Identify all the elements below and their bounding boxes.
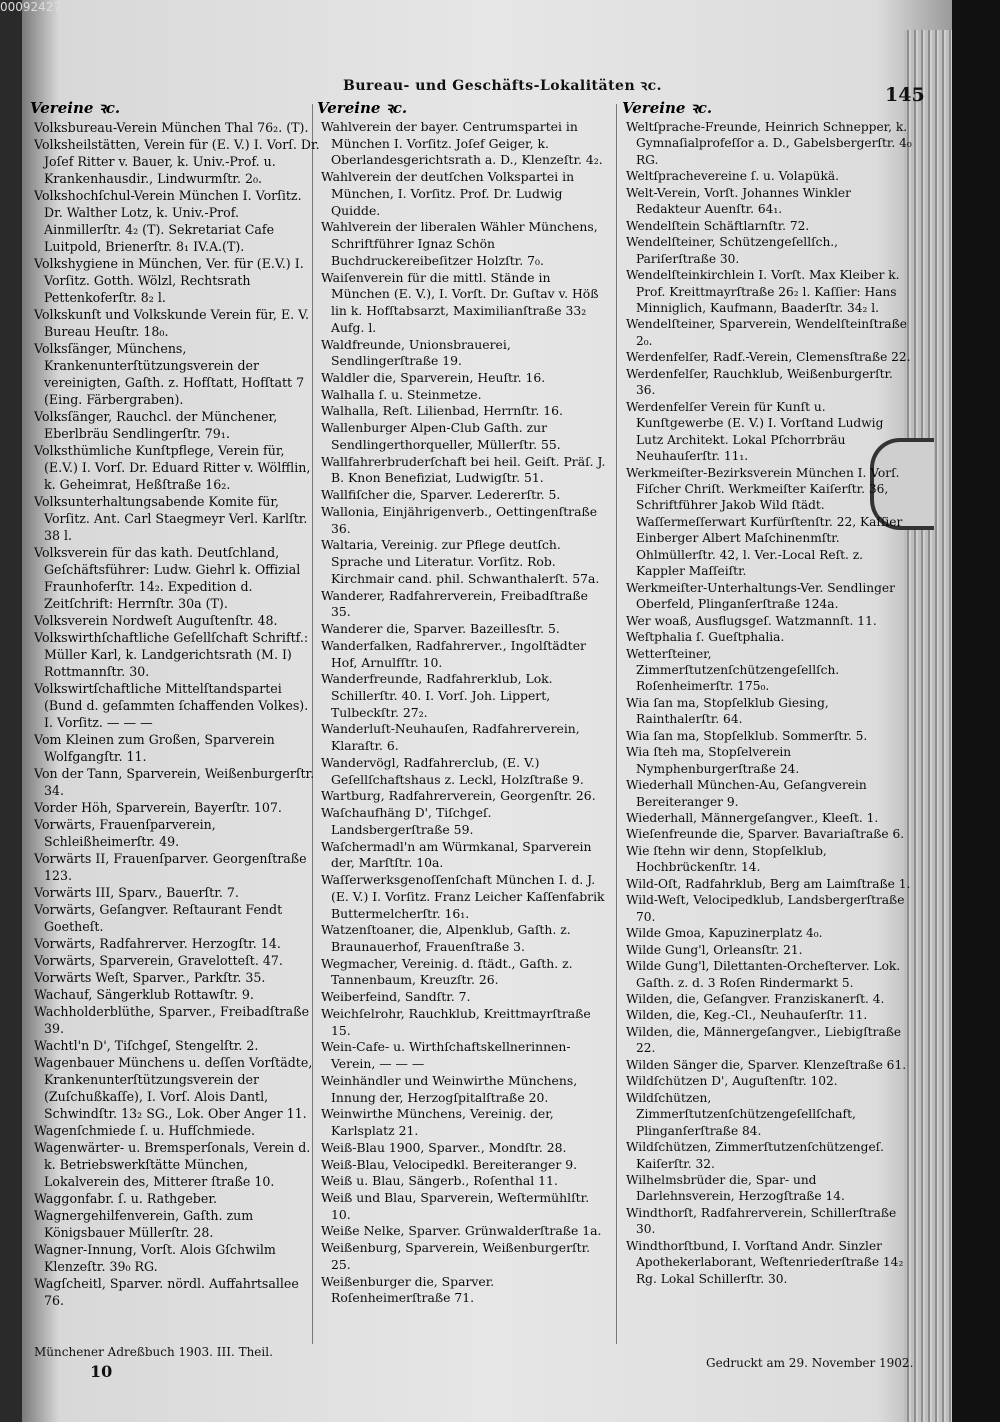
- directory-entry: Volksſänger, Münchens, Krankenunterſtützungsverein der vereinigten, Gaſth. z. Hofſtatt, Hofſtatt 7 (Eing. Färbergraben).: [34, 341, 305, 407]
- directory-entry: Wallonia, Einjährigenverb., Oettingenſtraße 36.: [321, 503, 598, 536]
- directory-entry: Welt-Verein, Vorſt. Johannes Winkler Redakteur Auenſtr. 64₁.: [626, 185, 851, 217]
- directory-entry: Wahlverein der liberalen Wähler Münchens, Schriftführer Ignaz Schön Buchdruckereibeſitzer Holzſtr. 7₀.: [321, 219, 598, 268]
- directory-entry: Waldfreunde, Unionsbrauerei, Sendlingerſtraße 19.: [321, 336, 511, 369]
- footer-publication: Münchener Adreßbuch 1903. III. Theil.: [34, 1345, 273, 1359]
- directory-entry: Wein-Cafe- u. Wirthſchaftskellnerinnen-Verein, — — —: [321, 1039, 571, 1072]
- directory-entry: Weltſprache-Freunde, Heinrich Schnepper, k. Gymnaſialprofeſſor a. D., Gabelsbergerſtr. 4₀ RG.: [626, 120, 912, 167]
- directory-entry: Wildſchützen D', Auguſtenſtr. 102.: [626, 1074, 838, 1089]
- directory-entry: Werkmeiſter-Unterhaltungs-Ver. Sendlinger Oberfeld, Plinganſerſtraße 124a.: [626, 580, 895, 612]
- page-number: 145: [885, 84, 925, 106]
- directory-entry: Weiß-Blau, Velocipedkl. Bereiteranger 9.: [321, 1156, 578, 1172]
- directory-entry: Wiederhall München-Au, Geſangverein Bereiteranger 9.: [626, 778, 867, 809]
- directory-entry: Wilden, die, Geſangver. Franziskanerſt. 4.: [626, 992, 885, 1007]
- directory-entry: Wachholderblüthe, Sparver., Freibadſtraße 39.: [34, 1004, 310, 1036]
- directory-entry: Volksſänger, Rauchcl. der Münchener, Eberlbräu Sendlingerſtr. 79₁.: [34, 409, 278, 441]
- left-binding-strip: [0, 0, 24, 1422]
- running-header: Bureau- und Geschäfts-Lokalitäten ꝛc.: [343, 78, 663, 94]
- directory-entry: Wachtl'n D', Tiſchgeſ, Stengelſtr. 2.: [34, 1038, 259, 1053]
- directory-entry: Volksverein für das kath. Deutſchland, Geſchäftsführer: Ludw. Giehrl k. Offizial Fraunhoferſtr. 14₂. Expedition d. Zeitſchrift: Herrnſtr. 30a (T).: [34, 545, 301, 611]
- directory-entry: Weiberfeind, Sandſtr. 7.: [321, 989, 471, 1005]
- directory-entry: Wendelſteiner, Schützengeſellſch., Pariſerſtraße 30.: [626, 235, 839, 266]
- directory-entry: Wegmacher, Vereinig. d. ſtädt., Gaſth. z. Tannenbaum, Kreuzſtr. 26.: [321, 955, 573, 988]
- directory-entry: Weiß u. Blau, Sängerb., Roſenthal 11.: [321, 1173, 558, 1189]
- column-2: [317, 98, 607, 1307]
- directory-entry: Wanderer die, Sparver. Bazeillesſtr. 5.: [321, 621, 560, 637]
- directory-entry: Waggonfabr. ſ. u. Rathgeber.: [34, 1191, 217, 1206]
- directory-entry: Wachauf, Sängerklub Rottawſtr. 9.: [34, 987, 254, 1002]
- directory-entry: Wilhelmsbrüder die, Spar- und Darlehnsverein, Herzogſtraße 14.: [626, 1173, 845, 1204]
- directory-entry: Waldler die, Sparverein, Heuſtr. 16.: [321, 370, 546, 386]
- directory-entry: Wilden, die, Männergeſangver., Liebigſtraße 22.: [626, 1024, 902, 1056]
- directory-entry: Wanderfalken, Radfahrerver., Ingolſtädter Hof, Arnulfſtr. 10.: [321, 637, 586, 670]
- directory-entry: Waſchaufhäng D', Tiſchgeſ. Landsbergerſtraße 59.: [321, 805, 492, 837]
- directory-entry: Wendelſtein Schäftlarnſtr. 72.: [626, 218, 810, 233]
- directory-entry: Waſchermadl'n am Würmkanal, Sparverein der, Marſtſtr. 10a.: [321, 838, 592, 871]
- directory-entry: Wagenſchmiede ſ. u. Hufſchmiede.: [34, 1123, 256, 1138]
- column-1: [30, 98, 320, 1309]
- directory-entry: Watzenſtoaner, die, Alpenklub, Gaſth. z. Braunauerhof, Frauenſtraße 3.: [321, 922, 571, 954]
- directory-entry: Wagenwärter- u. Bremsperſonals, Verein d. k. Betriebswerkſtätte München, Lokalverein des, Mitterer ſtraße 10.: [34, 1140, 311, 1189]
- entry-list: [622, 119, 912, 1287]
- directory-entry: Wendelſteiner, Sparverein, Wendelſteinſtraße 2₀.: [626, 317, 907, 348]
- directory-entry: Wagenbauer Münchens u. deſſen Vorſtädte, Krankenunterſtützungsverein der (Zuſchußkaſſe), I. Vorſ. Alois Dantl, Schwindſtr. 13₂ SG., Lok. Ober Anger 11.: [34, 1055, 313, 1121]
- directory-entry: Wilde Gmoa, Kapuzinerplatz 4₀.: [626, 926, 823, 941]
- directory-entry: Weltſprachevereine ſ. u. Volapükä.: [626, 169, 840, 184]
- directory-entry: Vorwärts Weſt, Sparver., Parkſtr. 35.: [34, 970, 266, 985]
- directory-entry: Wild-Weſt, Velocipedklub, Landsbergerſtraße 70.: [626, 893, 905, 924]
- directory-entry: Volkshygiene in München, Ver. für (E.V.) I. Vorſitz. Gotth. Wölzl, Rechtsrath Pettenkoferſtr. 8₂ l.: [34, 256, 304, 305]
- directory-entry: Wilden Sänger die, Sparver. Klenzeſtraße 61.: [626, 1057, 907, 1072]
- directory-entry: Vorwärts, Radfahrerver. Herzogſtr. 14.: [34, 936, 281, 951]
- column-title: Vereine ꝛc.: [317, 99, 408, 117]
- directory-entry: Weißenburg, Sparverein, Weißenburgerſtr. 25.: [321, 1240, 591, 1272]
- footer-print-date: Gedruckt am 29. November 1902.: [706, 1356, 914, 1370]
- directory-entry: Wia ſteh ma, Stopſelverein Nymphenburgerſtraße 24.: [626, 745, 800, 776]
- directory-entry: Volksthümliche Kunſtpflege, Verein für, (E.V.) I. Vorſ. Dr. Eduard Ritter v. Wölfflin, k. Geheimrat, Heßſtraße 16₂.: [34, 443, 311, 492]
- directory-entry: Werkmeiſter-Bezirksverein München I. Vorſ. Fiſcher Chriſt. Werkmeiſter Kaiſerſtr. 36, Schriftführer Jakob Wild ſtädt. Waſſermeſſerwart Kurfürſtenſtr. 22, Kaſſier Einberger Albert Maſchinenmſtr. Ohlmüllerſtr. 42, l. Ver.-Local Reſt. z. Kappler Maſſeiſtr.: [626, 465, 903, 579]
- directory-entry: Wandervögl, Radfahrerclub, (E. V.) Geſellſchaftshaus z. Leckl, Holzſtraße 9.: [321, 754, 584, 787]
- directory-entry: Wahlverein der bayer. Centrumspartei in München I. Vorſitz. Joſef Geiger, k. Oberlandesgerichtsrath a. D., Klenzeſtr. 4₂.: [321, 119, 603, 168]
- column-title: Vereine ꝛc.: [622, 99, 713, 117]
- directory-entry: Wanderluſt-Neuhauſen, Radfahrerverein, Klaraſtr. 6.: [321, 721, 580, 754]
- directory-entry: Wilden, die, Keg.-Cl., Neuhauſerſtr. 11.: [626, 1008, 868, 1023]
- directory-entry: Wagſcheitl, Sparver. nördl. Auffahrtsallee 76.: [34, 1276, 299, 1308]
- directory-entry: Wagner-Innung, Vorſt. Alois Gſchwilm Klenzeſtr. 39₀ RG.: [34, 1242, 276, 1274]
- directory-entry: Wieſenfreunde die, Sparver. Bavariaſtraße 6.: [626, 827, 905, 842]
- directory-entry: Werdenfelſer, Rauchklub, Weißenburgerſtr. 36.: [626, 366, 893, 398]
- directory-entry: Wia ſan ma, Stopſelklub. Sommerſtr. 5.: [626, 728, 868, 743]
- directory-entry: Weißenburger die, Sparver. Roſenheimerſtraße 71.: [321, 1273, 495, 1306]
- directory-entry: Wahlverein der deutſchen Volkspartei in München, I. Vorſitz. Prof. Dr. Ludwig Quidde.: [321, 169, 575, 218]
- directory-entry: Weinhändler und Weinwirthe Münchens, Innung der, Herzogſpitalſtraße 20.: [321, 1072, 578, 1105]
- directory-entry: Wildſchützen, Zimmerſtutzenſchützengeſ. Kaiſerſtr. 32.: [626, 1140, 885, 1171]
- directory-entry: Volksheilstätten, Verein für (E. V.) I. Vorſ. Dr. Joſef Ritter v. Bauer, k. Univ.-Prof. u. Krankenhausdir., Lindwurmſtr. 2₀.: [34, 137, 320, 186]
- footer-signature-number: 10: [90, 1362, 113, 1381]
- directory-entry: Wildſchützen, Zimmerſtutzenſchützengeſellſchaft, Plinganſerſtraße 84.: [626, 1090, 856, 1138]
- directory-entry: Wilde Gung'l, Orleansſtr. 21.: [626, 942, 803, 957]
- directory-entry: Vorwärts III, Sparv., Bauerſtr. 7.: [34, 885, 239, 900]
- directory-entry: Weinwirthe Münchens, Vereinig. der, Karlsplatz 21.: [321, 1106, 554, 1139]
- directory-entry: Vorwärts, Frauenſparverein, Schleißheimerſtr. 49.: [34, 817, 216, 849]
- column-3: [622, 98, 912, 1287]
- directory-entry: Wiederhall, Männergeſangver., Kleeſt. 1.: [626, 811, 879, 826]
- directory-entry: Werdenfelſer Verein für Kunſt u. Kunſtgewerbe (E. V.) I. Vorſtand Ludwig Lutz Architekt. Lokal Pſchorrbräu Neuhauſerſtr. 11₁.: [626, 399, 884, 464]
- directory-entry: Wendelſteinkirchlein I. Vorſt. Max Kleiber k. Prof. Kreittmayrſtraße 26₂ l. Kaſſier: Hans Minniglich, Kaufmann, Baaderſtr. 34₂ l.: [626, 268, 900, 315]
- directory-entry: Wer woaß, Ausflugsgeſ. Watzmannſt. 11.: [626, 613, 877, 628]
- directory-entry: Waiſenverein für die mittl. Stände in München (E. V.), I. Vorſt. Dr. Guſtav v. Höß lin k. Hofſtabsarzt, Maximilianſtraße 33₂ Aufg. l.: [321, 269, 599, 335]
- directory-entry: Volksbureau-Verein München Thal 76₂. (T).: [34, 120, 309, 135]
- directory-entry: Weiß und Blau, Sparverein, Weſtermühlſtr. 10.: [321, 1190, 590, 1222]
- directory-entry: Wetterſteiner, Zimmerſtutzenſchützengeſellſch. Roſenheimerſtr. 175₀.: [626, 646, 840, 694]
- directory-entry: Wagnergehilfenverein, Gaſth. zum Königsbauer Müllerſtr. 28.: [34, 1208, 254, 1240]
- directory-entry: Vorwärts, Geſangver. Reſtaurant Fendt Goetheſt.: [34, 902, 283, 934]
- directory-entry: Wanderfreunde, Radfahrerklub, Lok. Schillerſtr. 40. I. Vorſ. Joh. Lippert, Tulbeckſtr. 27₂.: [321, 671, 553, 720]
- directory-entry: Wie ſtehn wir denn, Stopſelklub, Hochbrückenſtr. 14.: [626, 843, 827, 875]
- directory-entry: Wallfahrerbruderſchaft bei heil. Geiſt. Präſ. J. B. Knon Benefiziat, Ludwigſtr. 51.: [321, 453, 606, 486]
- directory-entry: Volkswirtſchaftliche Mittelſtandspartei (Bund d. geſammten ſchaffenden Volkes). I. Vorſitz. — — —: [34, 681, 309, 730]
- directory-entry: Volkskunſt und Volkskunde Verein für, E. V. Bureau Heuſtr. 18₀.: [34, 307, 310, 339]
- directory-entry: Windthorſtbund, I. Vorſtand Andr. Sinzler Apothekerlaborant, Weſtenriederſtraße 14₂ Rg. Lokal Schillerſtr. 30.: [626, 1238, 904, 1286]
- directory-entry: Vorwärts, Sparverein, Gravelotteſt. 47.: [34, 953, 283, 968]
- entry-list: [30, 119, 320, 1309]
- directory-entry: Weichſelrohr, Rauchklub, Kreittmayrſtraße 15.: [321, 1005, 591, 1038]
- directory-entry: Waſſerwerksgenoſſenſchaft München I. d. J. (E. V.) I. Vorſitz. Franz Leicher Kaſſenfabrik Buttermelcherſtr. 16₁.: [321, 872, 605, 921]
- directory-entry: Wanderer, Radfahrerverein, Freibadſtraße 35.: [321, 587, 589, 620]
- directory-entry: Volksunterhaltungsabende Komite für, Vorſitz. Ant. Carl Staegmeyr Verl. Karlſtr. 38 l.: [34, 494, 308, 543]
- column-title: Vereine ꝛc.: [30, 99, 121, 117]
- entry-list: [317, 119, 607, 1307]
- column-divider: [616, 104, 617, 1344]
- directory-entry: Weiße Nelke, Sparver. Grünwalderſtraße 1a.: [321, 1223, 602, 1239]
- directory-entry: Walhalla, Reſt. Lilienbad, Herrnſtr. 16.: [321, 403, 563, 419]
- directory-entry: Volkshochſchul-Verein München I. Vorſitz. Dr. Walther Lotz, k. Univ.-Prof. Ainmillerſtr. 4₂ (T). Sekretariat Cafe Luitpold, Brienerſtr. 8₁ IV.A.(T).: [34, 188, 302, 254]
- directory-entry: Wallfiſcher die, Sparver. Ledererſtr. 5.: [321, 487, 561, 503]
- directory-entry: Vorder Höh, Sparverein, Bayerſtr. 107.: [34, 800, 282, 815]
- directory-entry: Werdenfelſer, Radf.-Verein, Clemensſtraße 22.: [626, 350, 911, 365]
- directory-entry: Weiß-Blau 1900, Sparver., Mondſtr. 28.: [321, 1139, 567, 1155]
- directory-entry: Wallenburger Alpen-Club Gaſth. zur Sendlingerthorqueller, Müllerſtr. 55.: [321, 420, 561, 452]
- directory-entry: Vom Kleinen zum Großen, Sparverein Wolfgangſtr. 11.: [34, 732, 275, 764]
- scan-id-stamp: 00092427: [0, 0, 62, 14]
- directory-entry: Weſtphalia ſ. Gueſtphalia.: [626, 630, 785, 645]
- directory-entry: Wilde Gung'l, Dilettanten-Orcheſterver. Lok. Gaſth. z. d. 3 Roſen Rindermarkt 5.: [626, 959, 901, 990]
- directory-entry: Wia ſan ma, Stopſelklub Giesing, Rainthalerſtr. 64.: [626, 695, 829, 727]
- directory-entry: Wartburg, Radfahrerverein, Georgenſtr. 26.: [321, 788, 596, 804]
- directory-entry: Wild-Oſt, Radfahrklub, Berg am Laimſtraße 1.: [626, 876, 911, 891]
- directory-entry: Walhalla ſ. u. Steinmetze.: [321, 386, 482, 402]
- directory-entry: Volksverein Nordweſt Auguſtenſtr. 48.: [34, 613, 278, 628]
- directory-entry: Vorwärts II, Frauenſparver. Georgenſtraße 123.: [34, 851, 307, 883]
- directory-entry: Volkswirthſchaftliche Geſellſchaft Schriftf.: Müller Karl, k. Landgerichtsrath (M. I) Rottmannſtr. 30.: [34, 630, 309, 679]
- directory-entry: Windthorſt, Radfahrerverein, Schillerſtraße 30.: [626, 1205, 897, 1237]
- directory-entry: Von der Tann, Sparverein, Weißenburgerſtr. 34.: [34, 766, 315, 798]
- directory-entry: Waltaria, Vereinig. zur Pflege deutſch. Sprache und Literatur. Vorſitz. Rob. Kirchmair cand. phil. Schwanthalerſt. 57a.: [321, 537, 600, 586]
